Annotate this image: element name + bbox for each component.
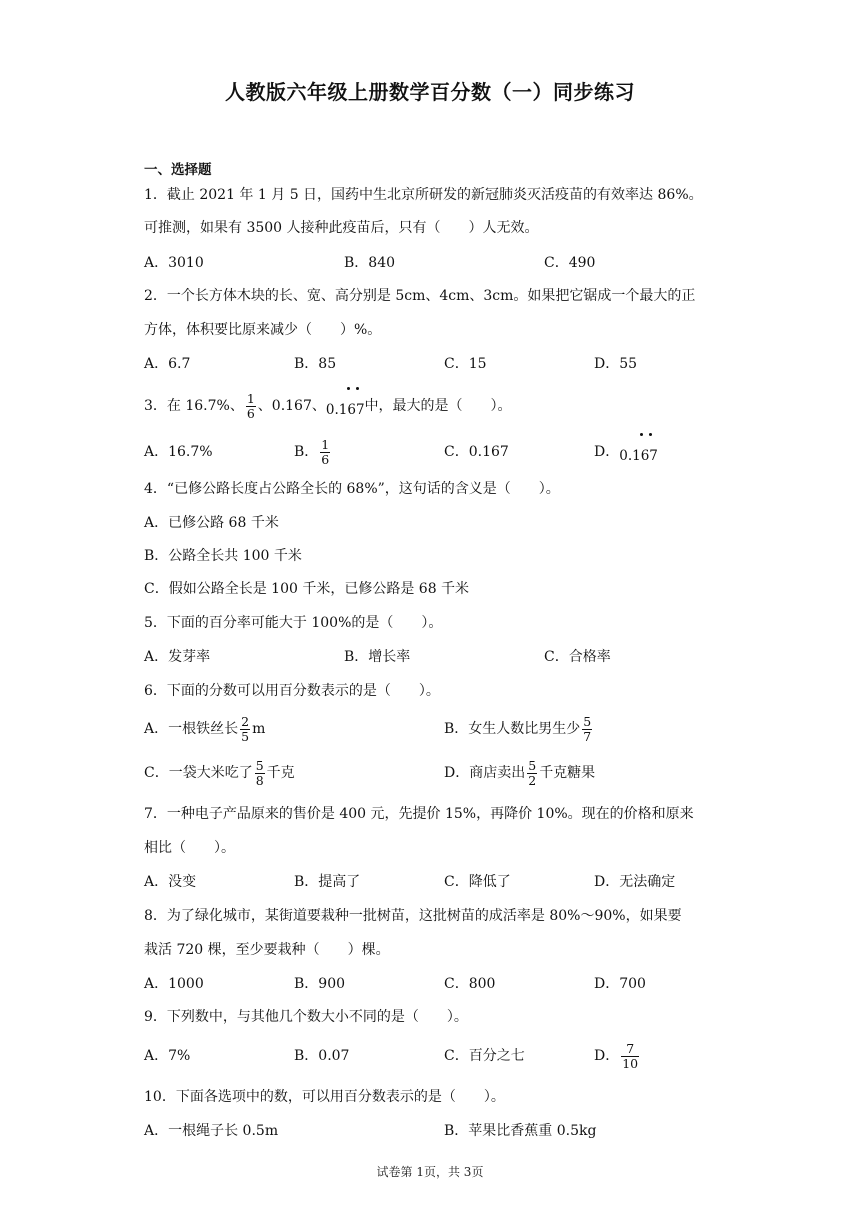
q5-option-a[interactable]: A．发芽率	[144, 649, 211, 665]
q3-stem	[144, 390, 724, 426]
q3-fraction	[246, 392, 256, 421]
q9-line1: 9．下列数中，与其他几个数大小不同的是（ ）。	[144, 1009, 468, 1025]
q2-line2: 方体，体积要比原来减少（ ）%。	[144, 322, 382, 338]
q3-suffix: 中，最大的是（ ）。	[364, 398, 512, 414]
page-footer: 试卷第 1页，共 3页	[376, 1165, 484, 1179]
q9-option-d[interactable]: D． $\frac{7}{10}$	[594, 1040, 639, 1071]
q3-mid: 、0.167、	[257, 398, 326, 414]
q9-option-c[interactable]: C．百分之七	[444, 1048, 525, 1064]
q3-frac-num: 1	[246, 390, 255, 406]
q2-option-a[interactable]: A．6.7	[144, 356, 191, 372]
q7-option-b[interactable]: B．提高了	[294, 874, 361, 890]
q6-option-b[interactable]: B．女生人数比男生少 $\frac{5}{7}$	[444, 713, 592, 744]
q4-option-a[interactable]: A．已修公路 68 千米	[144, 515, 279, 531]
q9-options	[144, 1039, 724, 1073]
q9-option-a[interactable]: A．7%	[144, 1048, 191, 1064]
q2-option-b[interactable]: B．85	[294, 356, 337, 372]
q9-option-d-fraction: $\frac{7}{10}$	[622, 1040, 639, 1071]
q1-line1: 1．截止 2021 年 1 月 5 日，国药中生北京所研发的新冠肺炎灭活疫苗的有效率达 86%。	[144, 187, 703, 203]
q3-repeating-decimal: 0.167	[326, 394, 365, 426]
q3-option-a[interactable]: A．16.7%	[144, 444, 213, 460]
q7-line2: 相比（ ）。	[144, 840, 235, 856]
q6-option-d-fraction: $\frac{5}{2}$	[528, 757, 537, 788]
q2-option-d[interactable]: D．55	[594, 356, 638, 372]
q4-line1: 4．“已修公路长度占公路全长的 68%”，这句话的含义是（ ）。	[144, 481, 560, 497]
q4-option-b[interactable]: B．公路全长共 100 千米	[144, 548, 302, 564]
q7-option-a[interactable]: A．没变	[144, 874, 197, 890]
q3-option-b[interactable]: B． $\frac{1}{6}$	[294, 436, 330, 467]
q5-option-b[interactable]: B．增长率	[344, 649, 411, 665]
q6-option-d[interactable]: D．商店卖出 $\frac{5}{2}$ 千克糖果	[444, 757, 596, 788]
q1-option-c[interactable]: C．490	[544, 255, 596, 271]
q6-option-b-fraction: $\frac{5}{7}$	[583, 713, 592, 744]
q2-option-c[interactable]: C．15	[444, 356, 487, 372]
q6-option-c-fraction: $\frac{5}{8}$	[255, 757, 264, 788]
q6-line1: 6．下面的分数可以用百分数表示的是（ ）。	[144, 683, 440, 699]
q7-line1: 7．一种电子产品原来的售价是 400 元，先提价 15%，再降价 10%。现在的价格和原来	[144, 806, 694, 822]
q6-option-a[interactable]: A．一根铁丝长 $\frac{2}{5}$ m	[144, 713, 266, 744]
q1-option-a[interactable]: A．3010	[144, 255, 204, 271]
q2-line1: 2．一个长方体木块的长、宽、高分别是 5cm、4cm、3cm。如果把它锯成一个最大的正	[144, 288, 696, 304]
repeat-dot-icon	[649, 433, 652, 436]
repeat-dot-icon	[640, 433, 643, 436]
q3-prefix: 3．在 16.7%、	[144, 398, 244, 414]
q8-option-a[interactable]: A．1000	[144, 976, 204, 992]
page-title: 人教版六年级上册数学百分数（一）同步练习	[225, 80, 635, 104]
q8-option-b[interactable]: B．900	[294, 976, 346, 992]
q3-option-b-fraction: $\frac{1}{6}$	[321, 436, 330, 467]
q7-option-d[interactable]: D．无法确定	[594, 874, 676, 890]
q3-option-d[interactable]: D．0.167	[594, 436, 658, 472]
section-heading: 一、选择题	[144, 162, 212, 178]
q6-option-c[interactable]: C．一袋大米吃了 $\frac{5}{8}$ 千克	[144, 757, 295, 788]
q8-line2: 栽活 720 棵，至少要栽种（ ）棵。	[144, 942, 390, 958]
q5-line1: 5．下面的百分率可能大于 100%的是（ ）。	[144, 615, 443, 631]
q8-option-d[interactable]: D．700	[594, 976, 646, 992]
q10-option-b[interactable]: B．苹果比香蕉重 0.5kg	[444, 1123, 597, 1139]
repeat-dot-icon	[356, 387, 359, 390]
q3-options	[144, 436, 724, 468]
q4-option-c[interactable]: C．假如公路全长是 100 千米，已修公路是 68 千米	[144, 581, 470, 597]
q8-option-c[interactable]: C．800	[444, 976, 496, 992]
q3-option-c[interactable]: C．0.167	[444, 444, 509, 460]
q1-option-b[interactable]: B．840	[344, 255, 396, 271]
q3-frac-den: 6	[246, 405, 255, 421]
q1-line2: 可推测，如果有 3500 人接种此疫苗后，只有（ ）人无效。	[144, 220, 539, 236]
q6-options-row1	[144, 712, 724, 746]
q10-line1: 10．下面各选项中的数，可以用百分数表示的是（ ）。	[144, 1089, 505, 1105]
repeat-dot-icon	[347, 387, 350, 390]
q10-option-a[interactable]: A．一根绳子长 0.5m	[144, 1123, 279, 1139]
q6-options-row2	[144, 756, 724, 790]
q8-line1: 8．为了绿化城市，某街道要栽种一批树苗，这批树苗的成活率是 80%～90%，如果要	[144, 908, 682, 924]
q9-option-b[interactable]: B．0.07	[294, 1048, 350, 1064]
q5-option-c[interactable]: C．合格率	[544, 649, 611, 665]
q6-option-a-fraction: $\frac{2}{5}$	[241, 713, 250, 744]
q3-option-d-repeating: 0.167	[619, 440, 658, 472]
q7-option-c[interactable]: C．降低了	[444, 874, 511, 890]
